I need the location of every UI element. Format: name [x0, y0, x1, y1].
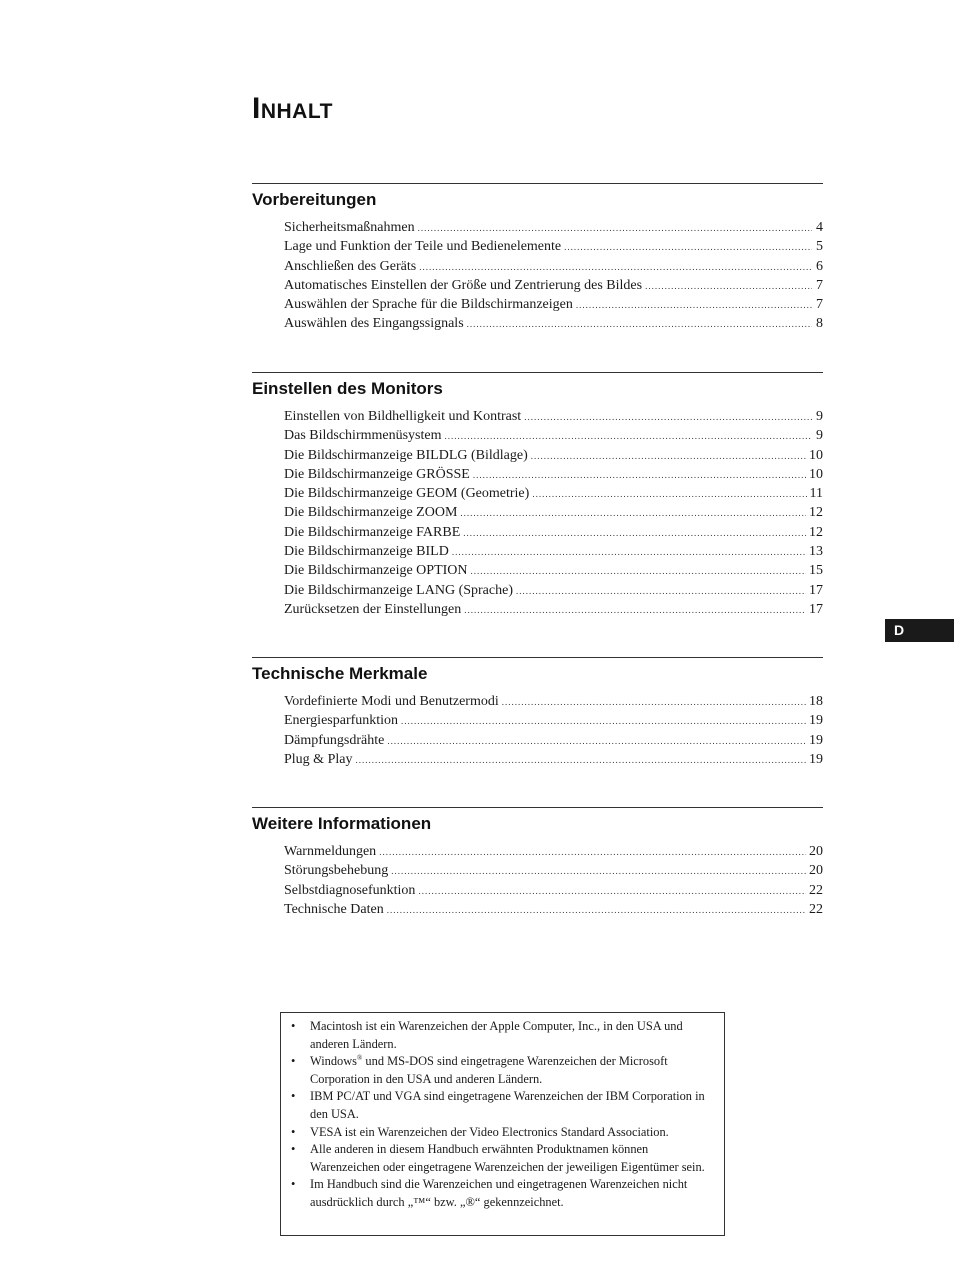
toc-entry[interactable] [284, 542, 823, 561]
toc-entry-title: Plug & Play [284, 751, 353, 767]
toc-entry-title: Vordefinierte Modi und Benutzermodi [284, 694, 499, 709]
toc-page-number: 11 [809, 486, 823, 502]
toc-entry[interactable] [284, 600, 823, 619]
toc-entry-title: Selbstdiagnosefunktion [284, 882, 416, 898]
toc-page-number: 7 [816, 277, 823, 293]
toc-entry-title: Störungsbehebung [284, 863, 389, 879]
toc-entry[interactable] [284, 711, 823, 730]
toc-entry-title: Automatisches Einstellen der Größe und Zentrierung des Bildes [284, 277, 643, 293]
dot-leader [463, 524, 806, 543]
bullet-icon: • [291, 1124, 296, 1139]
note-text-part: und MS-DOS sind eingetragene Warenzeichen der Microsoft Corporation in den USA und anderen Ländern. [310, 1054, 668, 1086]
toc-entry[interactable] [284, 237, 823, 256]
dot-leader [576, 296, 812, 315]
toc-entry[interactable] [284, 257, 823, 276]
toc-entry-title: Auswählen des Eingangssignals [284, 316, 464, 332]
dot-leader [387, 901, 806, 920]
section-heading: Technische Merkmale [252, 664, 428, 683]
toc-page-number: 8 [816, 316, 823, 332]
toc-page-number: 9 [816, 428, 823, 444]
toc-entry[interactable] [284, 692, 823, 711]
toc-entry[interactable] [284, 295, 823, 314]
dot-leader [401, 712, 806, 731]
note-text: VESA ist ein Warenzeichen der Video Electronics Standard Association. [310, 1124, 669, 1139]
toc-page-number: 9 [816, 409, 823, 424]
toc-entry-title: Anschließen des Geräts [284, 258, 417, 274]
toc-list [252, 842, 823, 919]
dot-leader [532, 485, 806, 504]
toc-entry[interactable] [284, 842, 823, 861]
note-text [310, 1053, 716, 1088]
toc-entry[interactable] [284, 581, 823, 600]
bullet-icon: • [291, 1054, 296, 1069]
dot-leader [387, 732, 806, 751]
toc-page-number: 10 [809, 447, 823, 463]
toc-page-number: 13 [809, 544, 823, 560]
toc-entry[interactable] [284, 484, 823, 503]
note-text: IBM PC/AT und VGA sind eingetragene Warenzeichen der IBM Corporation in den USA. [310, 1089, 705, 1121]
language-tab: D [885, 619, 954, 642]
toc-entry[interactable] [284, 561, 823, 580]
toc-page-number: 4 [816, 220, 823, 235]
toc-entry-title: Das Bildschirmmenüsystem [284, 428, 442, 444]
toc-page-number: 10 [809, 466, 823, 482]
dot-leader [473, 466, 806, 485]
toc-entry-title: Energiesparfunktion [284, 713, 399, 729]
trademark-notes-box [280, 1012, 725, 1236]
registered-mark: ® [357, 1054, 363, 1063]
dot-leader [391, 862, 806, 881]
dot-leader [531, 447, 806, 466]
toc-list [252, 692, 823, 769]
dot-leader [418, 882, 806, 901]
dot-leader [460, 504, 806, 523]
toc-entry-title: Technische Daten [284, 901, 384, 917]
toc-page-number: 15 [809, 563, 823, 579]
trademark-notes-list [290, 1018, 716, 1212]
toc-page-number: 12 [809, 505, 823, 521]
toc-section-technische-merkmale [252, 657, 823, 769]
toc-entry[interactable] [284, 407, 823, 426]
section-heading: Weitere Informationen [252, 814, 432, 833]
toc-entry-title: Die Bildschirmanzeige GEOM (Geometrie) [284, 486, 530, 502]
dot-leader [452, 543, 806, 562]
toc-entry[interactable] [284, 900, 823, 919]
toc-entry[interactable] [284, 503, 823, 522]
note-text-part: Windows [310, 1054, 357, 1069]
toc-entry-title: Die Bildschirmanzeige FARBE [284, 524, 461, 540]
toc-entry[interactable] [284, 218, 823, 237]
toc-page-number: 6 [816, 258, 823, 274]
dot-leader [445, 427, 813, 446]
dot-leader [502, 693, 806, 712]
toc-entry-title: Dämpfungsdrähte [284, 732, 385, 748]
toc-entry[interactable] [284, 314, 823, 333]
toc-entry-title: Auswählen der Sprache für die Bildschirmanzeigen [284, 297, 573, 313]
dot-leader [419, 258, 812, 277]
toc-entry-title: Die Bildschirmanzeige BILD [284, 544, 449, 560]
dot-leader [645, 277, 812, 296]
dot-leader [418, 219, 812, 238]
toc-page-number: 22 [809, 901, 823, 917]
trademark-note [290, 1176, 716, 1211]
toc-entry[interactable] [284, 276, 823, 295]
dot-leader [379, 843, 806, 862]
toc-list [252, 218, 823, 334]
section-heading: Einstellen des Monitors [252, 379, 443, 398]
trademark-note [290, 1141, 716, 1176]
toc-section-vorbereitungen [252, 183, 823, 334]
toc-entry[interactable] [284, 446, 823, 465]
trademark-note [290, 1018, 716, 1053]
toc-page-number: 19 [809, 732, 823, 748]
toc-page-number: 17 [809, 601, 823, 617]
toc-entry[interactable] [284, 523, 823, 542]
toc-entry-title: Die Bildschirmanzeige GRÖSSE [284, 466, 470, 482]
toc-entry-title: Zurücksetzen der Einstellungen [284, 601, 462, 617]
toc-page-number: 22 [809, 882, 823, 898]
toc-entry[interactable] [284, 861, 823, 880]
section-heading: Vorbereitungen [252, 190, 377, 209]
toc-entry[interactable] [284, 881, 823, 900]
note-text: Macintosh ist ein Warenzeichen der Apple Computer, Inc., in den USA und anderen Ländern. [310, 1019, 683, 1051]
dot-leader [355, 751, 806, 770]
toc-page-number: 20 [809, 844, 823, 859]
toc-entry-title: Die Bildschirmanzeige ZOOM [284, 505, 458, 521]
dot-leader [464, 601, 806, 620]
toc-page-number: 7 [816, 297, 823, 313]
toc-entry-title: Die Bildschirmanzeige OPTION [284, 563, 468, 579]
toc-entry[interactable] [284, 731, 823, 750]
toc-entry[interactable] [284, 465, 823, 484]
toc-page-number: 12 [809, 524, 823, 540]
dot-leader [516, 582, 806, 601]
dot-leader [564, 238, 812, 257]
toc-entry-title: Sicherheitsmaßnahmen [284, 220, 415, 235]
toc-page-number: 19 [809, 751, 823, 767]
bullet-icon: • [291, 1019, 296, 1033]
dot-leader [471, 562, 806, 581]
toc-entry[interactable] [284, 426, 823, 445]
toc-entry-title: Warnmeldungen [284, 844, 377, 859]
dot-leader [467, 315, 812, 334]
toc-page-number: 5 [816, 239, 823, 255]
toc-section-weitere-informationen [252, 807, 823, 919]
toc-entry-title: Einstellen von Bildhelligkeit und Kontrast [284, 409, 522, 424]
bullet-icon: • [291, 1177, 296, 1192]
trademark-note [290, 1124, 716, 1142]
toc-list [252, 407, 823, 619]
toc-entry[interactable] [284, 750, 823, 769]
toc-page-number: 20 [809, 863, 823, 879]
toc-page-number: 17 [809, 582, 823, 598]
toc-page-number: 19 [809, 713, 823, 729]
bullet-icon: • [291, 1142, 296, 1157]
toc-entry-title: Lage und Funktion der Teile und Bedienelemente [284, 239, 562, 255]
note-text: Im Handbuch sind die Warenzeichen und eingetragenen Warenzeichen nicht ausdrücklich durch „™“ bzw. „®“ gekennzeichnet. [310, 1177, 688, 1209]
toc-entry-title: Die Bildschirmanzeige LANG (Sprache) [284, 582, 513, 598]
bullet-icon: • [291, 1089, 296, 1104]
toc-entry-title: Die Bildschirmanzeige BILDLG (Bildlage) [284, 447, 528, 463]
toc-page-number: 18 [809, 694, 823, 709]
note-text: Alle anderen in diesem Handbuch erwähnten Produktnamen können Warenzeichen oder eingetragene Warenzeichen der jeweiligen Eigentümer sein. [310, 1142, 705, 1174]
trademark-note [290, 1088, 716, 1123]
trademark-note [290, 1053, 716, 1088]
page-title: Inhalt [252, 92, 333, 125]
dot-leader [524, 408, 812, 427]
toc-section-einstellen-des-monitors [252, 372, 823, 619]
